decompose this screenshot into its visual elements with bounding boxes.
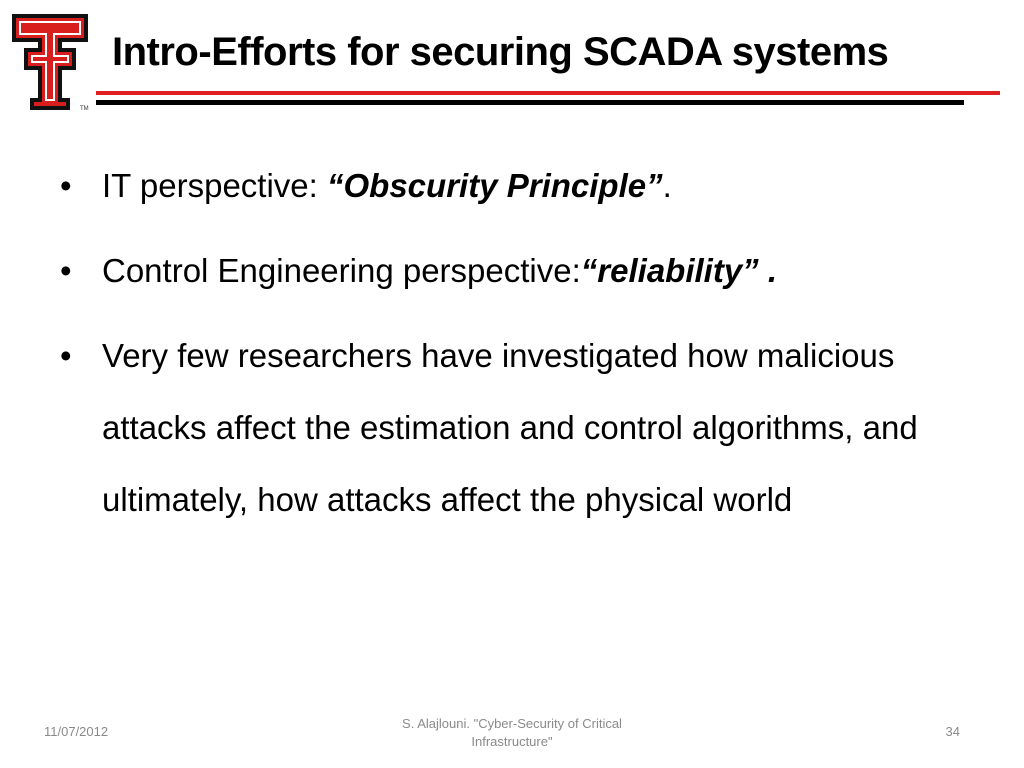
title-underline-red	[96, 91, 1000, 95]
footer-page-number: 34	[945, 724, 960, 739]
bullet-list	[60, 150, 960, 549]
bullet-dot: •	[60, 252, 72, 289]
bullet-text: IT perspective:	[102, 167, 327, 204]
title-underline-black	[96, 100, 964, 105]
bullet-dot: •	[60, 337, 72, 374]
bullet-item-it-perspective	[60, 150, 960, 222]
bullet-item-researchers	[60, 320, 960, 536]
page-title: Intro-Efforts for securing SCADA systems	[112, 30, 889, 74]
double-t-logo-icon	[10, 12, 90, 112]
bullet-item-control-engineering	[60, 235, 960, 307]
bullet-suffix: .	[662, 167, 672, 204]
footer-date: 11/07/2012	[44, 724, 109, 739]
bullet-text: Very few researchers have investigated how malicious attacks affect the estimation and control algorithms, and ultimately, how attacks affect the physical world	[102, 337, 918, 518]
bullet-text: Control Engineering perspective:	[102, 252, 581, 289]
trademark-mark: TM	[80, 106, 89, 112]
footer-citation: S. Alajlouni. "Cyber-Security of Critical Infrastructure"	[402, 716, 622, 749]
bullet-dot: •	[60, 167, 72, 204]
bullet-emphasis: “Obscurity Principle”	[327, 167, 663, 204]
bullet-emphasis: “reliability” .	[580, 252, 778, 289]
